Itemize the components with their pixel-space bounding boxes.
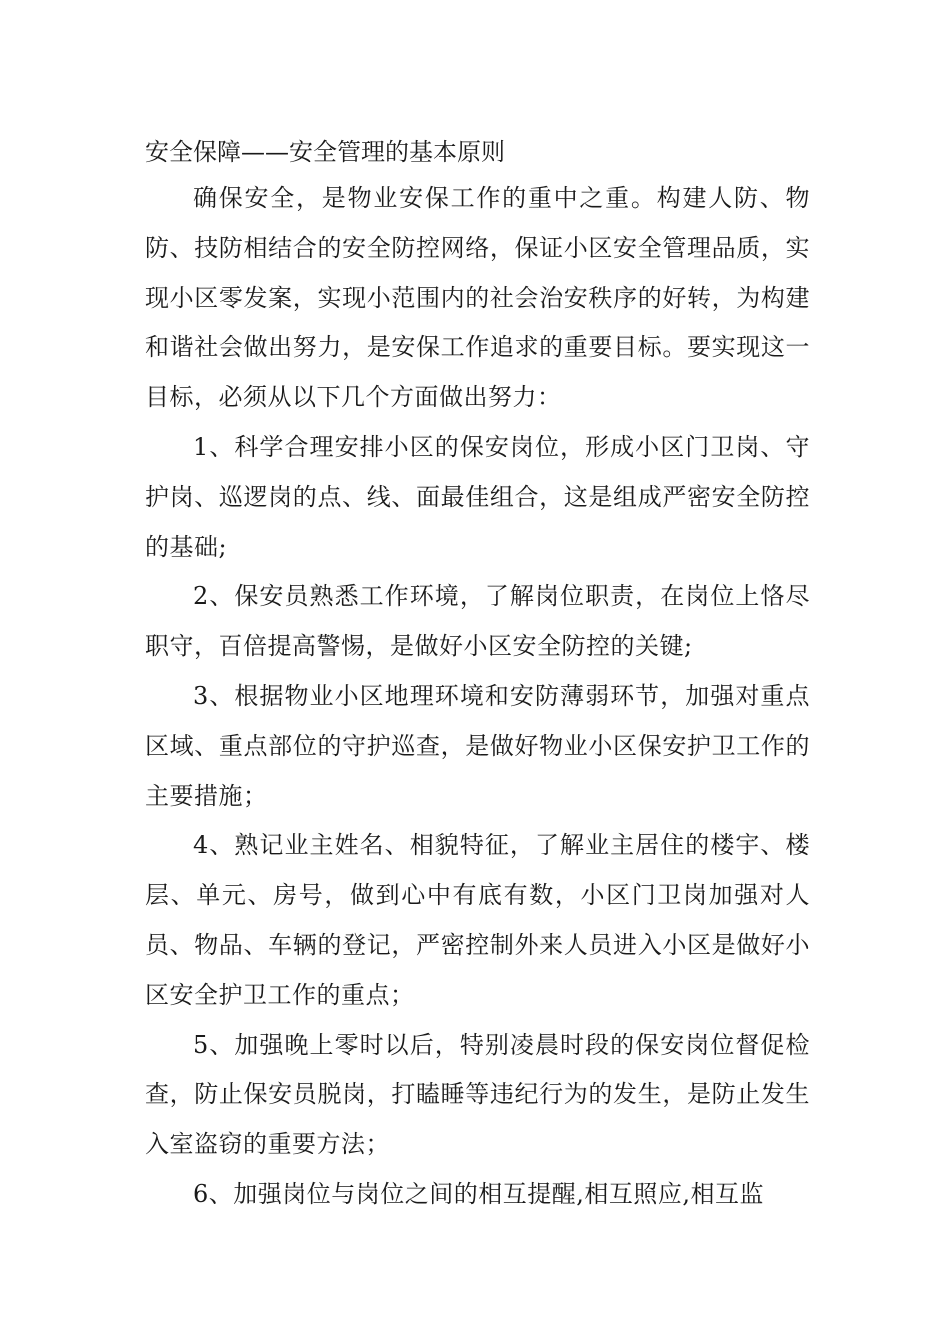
document-title: 安全保障——安全管理的基本原则 (145, 138, 505, 166)
list-item-2: 2、保安员熟悉工作环境，了解岗位职责，在岗位上恪尽职守，百倍提高警惕，是做好小区安全防控的关键; (145, 582, 810, 661)
list-item-4: 4、熟记业主姓名、相貌特征，了解业主居住的楼宇、楼层、单元、房号，做到心中有底有数，小区门卫岗加强对人员、物品、车辆的登记，严密控制外来人员进入小区是做好小区安全护卫工作的重点； (145, 831, 810, 1009)
document-body (145, 130, 810, 1220)
list-item-5: 5、加强晚上零时以后，特别凌晨时段的保安岗位督促检查，防止保安员脱岗，打瞌睡等违纪行为的发生，是防止发生入室盗窃的重要方法； (145, 1030, 810, 1159)
intro-paragraph: 确保安全，是物业安保工作的重中之重。构建人防、物防、技防相结合的安全防控网络，保证小区安全管理品质，实现小区零发案，实现小范围内的社会治安秩序的好转，为构建和谐社会做出努力，是安保工作追求的重要目标。要实现这一目标，必须从以下几个方面做出努力： (145, 184, 810, 412)
list-item-1: 1、科学合理安排小区的保安岗位，形成小区门卫岗、守护岗、巡逻岗的点、线、面最佳组合，这是组成严密安全防控的基础; (145, 432, 810, 561)
list-item-3: 3、根据物业小区地理环境和安防薄弱环节，加强对重点区域、重点部位的守护巡查，是做好物业小区保安护卫工作的主要措施； (145, 681, 810, 810)
list-item-6: 6、加强岗位与岗位之间的相互提醒,相互照应,相互监 (193, 1179, 765, 1208)
